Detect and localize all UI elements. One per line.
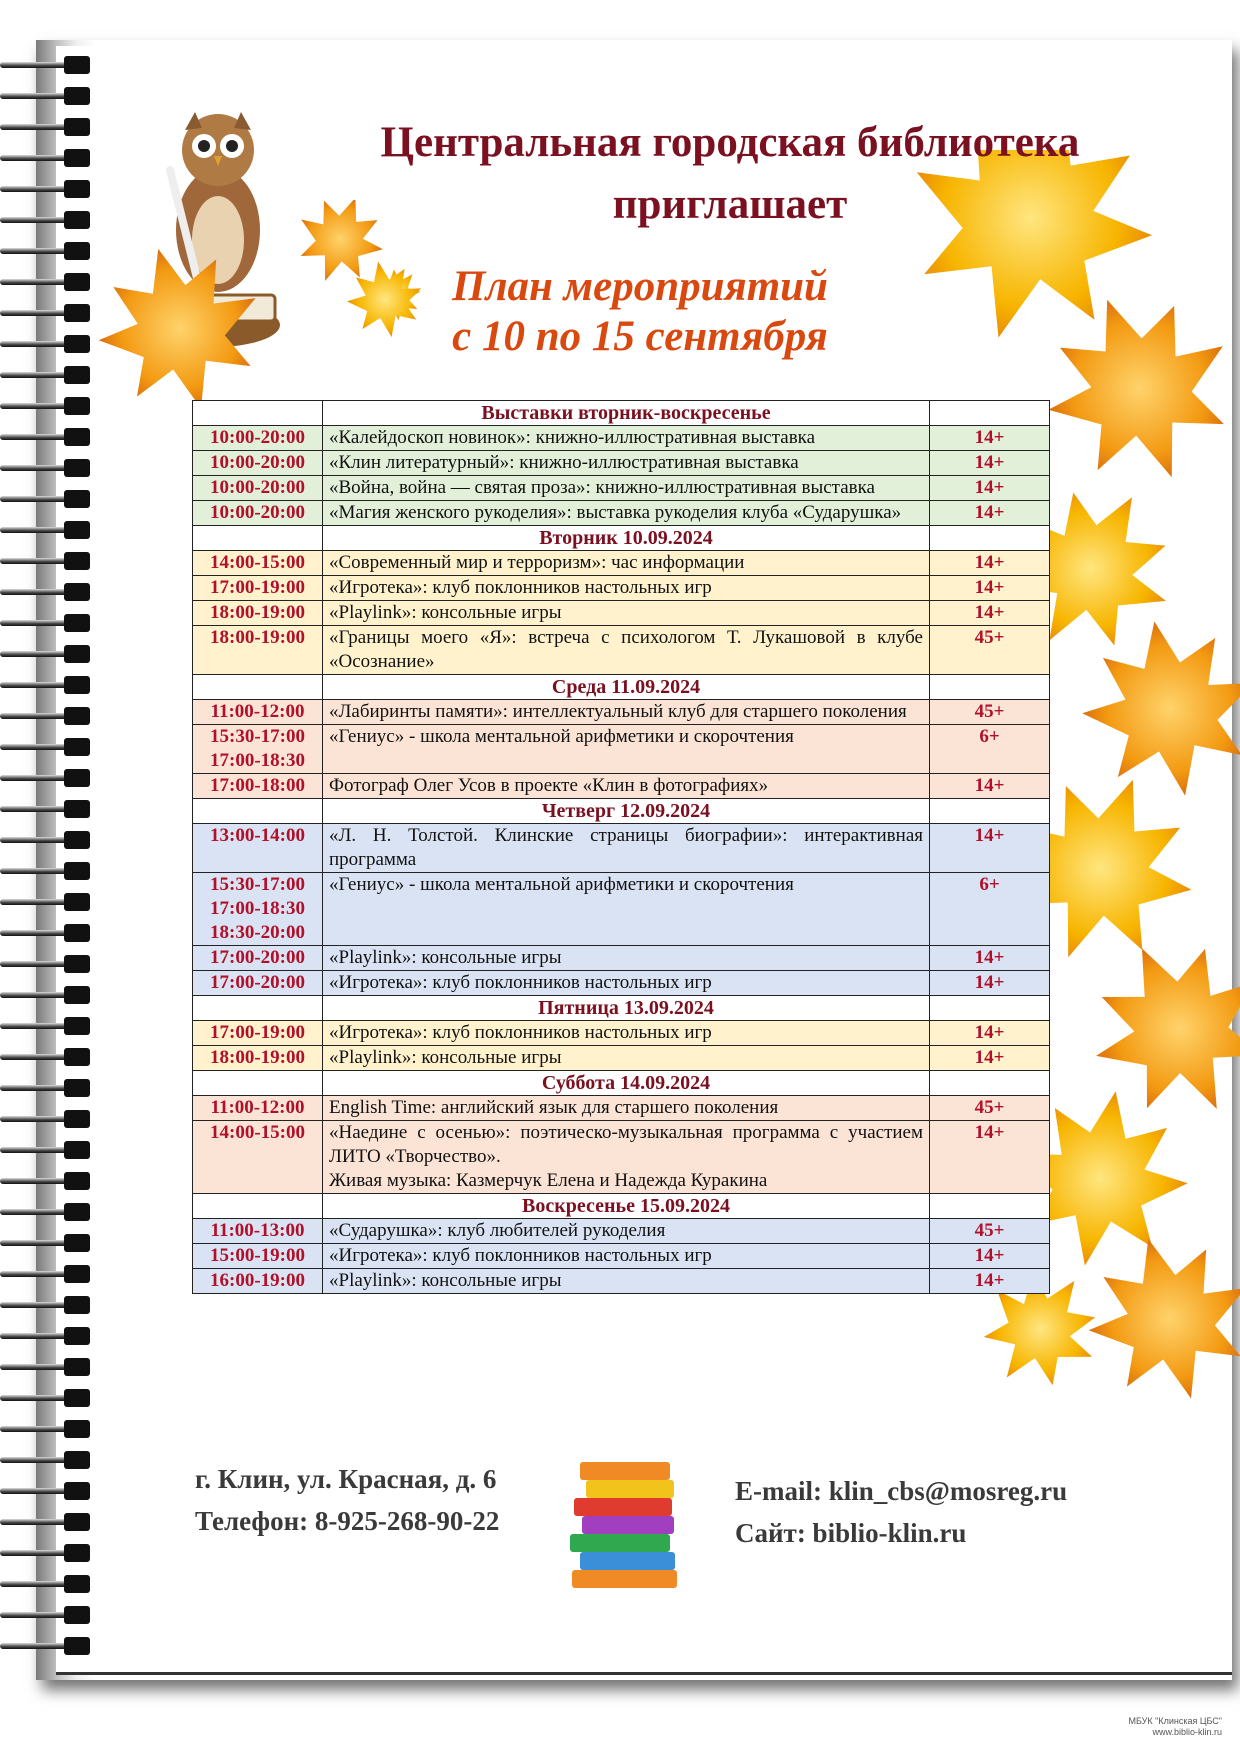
event-time: 14:00-15:00: [193, 1121, 323, 1194]
age-rating: 45+: [930, 700, 1050, 725]
spiral-ring: [0, 618, 90, 628]
spiral-ring: [0, 60, 90, 70]
table-row: [193, 551, 1050, 576]
age-rating: 14+: [930, 774, 1050, 799]
table-row: [193, 1269, 1050, 1294]
table-row: [193, 576, 1050, 601]
table-row: [193, 601, 1050, 626]
event-description: «Гениус» - школа ментальной арифметики и скорочтения: [323, 725, 930, 774]
spiral-ring: [0, 1238, 90, 1248]
spiral-ring: [0, 1269, 90, 1279]
event-time: 11:00-12:00: [193, 700, 323, 725]
event-description: «Гениус» - школа ментальной арифметики и скорочтения: [323, 873, 930, 946]
site-text[interactable]: Сайт: biblio-klin.ru: [735, 1518, 967, 1548]
table-row: [193, 476, 1050, 501]
spiral-ring: [0, 835, 90, 845]
spiral-ring: [0, 773, 90, 783]
event-time: 17:00-20:00: [193, 946, 323, 971]
contact-address-block: [195, 1458, 499, 1542]
age-rating: 14+: [930, 1269, 1050, 1294]
age-rating: 14+: [930, 824, 1050, 873]
spiral-ring: [0, 1114, 90, 1124]
spiral-binding: [0, 60, 100, 1680]
spiral-ring: [0, 1083, 90, 1093]
spiral-ring: [0, 339, 90, 349]
watermark-line-1: МБУК "Клинская ЦБС": [1128, 1716, 1222, 1726]
spiral-ring: [0, 1579, 90, 1589]
event-description: «Л. Н. Толстой. Клинские страницы биографии»: интерактивная программа: [323, 824, 930, 873]
spiral-ring: [0, 308, 90, 318]
spiral-ring: [0, 587, 90, 597]
event-description: «Калейдоскоп новинок»: книжно-иллюстративная выставка: [323, 426, 930, 451]
spiral-ring: [0, 1300, 90, 1310]
event-time: 15:30-17:00 17:00-18:30 18:30-20:00: [193, 873, 323, 946]
event-time: 15:00-19:00: [193, 1244, 323, 1269]
event-description: «Наедине с осенью»: поэтическо-музыкальная программа с участием ЛИТО «Творчество». Живая музыка: Казмерчук Елена и Надежда Куракина: [323, 1121, 930, 1194]
event-description: «Границы моего «Я»: встреча с психологом Т. Лукашовой в клубе «Осознание»: [323, 626, 930, 675]
table-row: [193, 971, 1050, 996]
page-title: [280, 112, 1180, 236]
event-time: 10:00-20:00: [193, 426, 323, 451]
spiral-ring: [0, 525, 90, 535]
section-heading: Воскресенье 15.09.2024: [323, 1194, 930, 1219]
table-row: [193, 946, 1050, 971]
spiral-ring: [0, 928, 90, 938]
spiral-ring: [0, 1331, 90, 1341]
spiral-ring: [0, 1424, 90, 1434]
spiral-ring: [0, 711, 90, 721]
age-rating: 45+: [930, 626, 1050, 675]
age-rating: 6+: [930, 725, 1050, 774]
event-time: 10:00-20:00: [193, 476, 323, 501]
event-time: 18:00-19:00: [193, 601, 323, 626]
table-row: [193, 426, 1050, 451]
spiral-ring: [0, 649, 90, 659]
age-rating: 45+: [930, 1219, 1050, 1244]
event-description: Фотограф Олег Усов в проекте «Клин в фотографиях»: [323, 774, 930, 799]
section-heading: Выставки вторник-воскресенье: [323, 401, 930, 426]
spiral-ring: [0, 463, 90, 473]
table-row: [193, 774, 1050, 799]
section-heading-row: [193, 996, 1050, 1021]
contact-online-block: [735, 1470, 1067, 1554]
event-time: 10:00-20:00: [193, 451, 323, 476]
spiral-ring: [0, 432, 90, 442]
spiral-ring: [0, 1486, 90, 1496]
age-rating: 14+: [930, 1121, 1050, 1194]
event-description: «Современный мир и терроризм»: час информации: [323, 551, 930, 576]
title-line-1: Центральная городская библиотека: [380, 119, 1080, 166]
table-row: [193, 1244, 1050, 1269]
address-text: г. Клин, ул. Красная, д. 6: [195, 1464, 497, 1494]
events-schedule-table: [192, 400, 1050, 1294]
spiral-ring: [0, 897, 90, 907]
spiral-ring: [0, 1641, 90, 1651]
event-time: 15:30-17:00 17:00-18:30: [193, 725, 323, 774]
event-description: English Time: английский язык для старшего поколения: [323, 1096, 930, 1121]
section-heading-row: [193, 675, 1050, 700]
spiral-ring: [0, 277, 90, 287]
spiral-ring: [0, 680, 90, 690]
age-rating: 14+: [930, 946, 1050, 971]
watermark-line-2: www.biblio-klin.ru: [1152, 1727, 1222, 1737]
section-heading: Четверг 12.09.2024: [323, 799, 930, 824]
age-rating: 14+: [930, 451, 1050, 476]
spiral-ring: [0, 1145, 90, 1155]
spiral-ring: [0, 556, 90, 566]
age-rating: 45+: [930, 1096, 1050, 1121]
spiral-ring: [0, 494, 90, 504]
table-row: [193, 1046, 1050, 1071]
table-row: [193, 451, 1050, 476]
spiral-ring: [0, 866, 90, 876]
age-rating: 14+: [930, 1046, 1050, 1071]
table-row: [193, 1096, 1050, 1121]
spiral-ring: [0, 1548, 90, 1558]
book-stack-icon: [560, 1448, 690, 1598]
table-row: [193, 1121, 1050, 1194]
age-rating: 14+: [930, 601, 1050, 626]
spiral-ring: [0, 1393, 90, 1403]
spiral-ring: [0, 1362, 90, 1372]
event-description: «Война, война — святая проза»: книжно-иллюстративная выставка: [323, 476, 930, 501]
section-heading: Среда 11.09.2024: [323, 675, 930, 700]
spiral-ring: [0, 153, 90, 163]
age-rating: 14+: [930, 971, 1050, 996]
event-time: 11:00-13:00: [193, 1219, 323, 1244]
age-rating: 14+: [930, 476, 1050, 501]
spiral-ring: [0, 990, 90, 1000]
event-time: 17:00-19:00: [193, 576, 323, 601]
age-rating: 14+: [930, 551, 1050, 576]
age-rating: 14+: [930, 501, 1050, 526]
event-time: 18:00-19:00: [193, 1046, 323, 1071]
subtitle-line-2: с 10 по 15 сентября: [452, 313, 828, 360]
spiral-ring: [0, 1610, 90, 1620]
event-time: 17:00-18:00: [193, 774, 323, 799]
age-rating: 14+: [930, 1244, 1050, 1269]
spiral-ring: [0, 91, 90, 101]
section-heading-row: [193, 799, 1050, 824]
event-description: «Лабиринты памяти»: интеллектуальный клуб для старшего поколения: [323, 700, 930, 725]
spiral-ring: [0, 959, 90, 969]
spiral-ring: [0, 370, 90, 380]
age-rating: 14+: [930, 1021, 1050, 1046]
spiral-ring: [0, 215, 90, 225]
watermark: [1128, 1716, 1222, 1738]
table-row: [193, 1219, 1050, 1244]
event-time: 11:00-12:00: [193, 1096, 323, 1121]
table-row: [193, 725, 1050, 774]
event-time: 17:00-19:00: [193, 1021, 323, 1046]
section-heading-row: [193, 526, 1050, 551]
section-heading: Вторник 10.09.2024: [323, 526, 930, 551]
spiral-ring: [0, 1455, 90, 1465]
event-description: «Игротека»: клуб поклонников настольных игр: [323, 576, 930, 601]
event-description: «Сударушка»: клуб любителей рукоделия: [323, 1219, 930, 1244]
event-description: «Playlink»: консольные игры: [323, 1046, 930, 1071]
event-description: «Клин литературный»: книжно-иллюстративная выставка: [323, 451, 930, 476]
section-heading-row: [193, 401, 1050, 426]
event-time: 14:00-15:00: [193, 551, 323, 576]
table-row: [193, 700, 1050, 725]
table-row: [193, 626, 1050, 675]
spiral-ring: [0, 1176, 90, 1186]
spiral-ring: [0, 246, 90, 256]
event-description: «Playlink»: консольные игры: [323, 946, 930, 971]
event-time: 10:00-20:00: [193, 501, 323, 526]
age-rating: 6+: [930, 873, 1050, 946]
spiral-ring: [0, 1207, 90, 1217]
event-time: 17:00-20:00: [193, 971, 323, 996]
table-row: [193, 501, 1050, 526]
event-description: «Игротека»: клуб поклонников настольных игр: [323, 1021, 930, 1046]
event-description: «Магия женского рукоделия»: выставка рукоделия клуба «Сударушка»: [323, 501, 930, 526]
event-description: «Playlink»: консольные игры: [323, 601, 930, 626]
spiral-ring: [0, 401, 90, 411]
spiral-ring: [0, 184, 90, 194]
table-row: [193, 873, 1050, 946]
subtitle-line-1: План мероприятий: [452, 263, 828, 310]
event-time: 16:00-19:00: [193, 1269, 323, 1294]
spiral-ring: [0, 804, 90, 814]
section-heading: Суббота 14.09.2024: [323, 1071, 930, 1096]
event-description: «Игротека»: клуб поклонников настольных игр: [323, 971, 930, 996]
age-rating: 14+: [930, 576, 1050, 601]
page-subtitle: [380, 262, 900, 362]
table-row: [193, 1021, 1050, 1046]
table-row: [193, 824, 1050, 873]
title-line-2: приглашает: [612, 181, 848, 228]
age-rating: 14+: [930, 426, 1050, 451]
section-heading-row: [193, 1194, 1050, 1219]
spiral-ring: [0, 122, 90, 132]
event-description: «Playlink»: консольные игры: [323, 1269, 930, 1294]
section-heading: Пятница 13.09.2024: [323, 996, 930, 1021]
phone-text: Телефон: 8-925-268-90-22: [195, 1506, 500, 1536]
spiral-ring: [0, 1517, 90, 1527]
spiral-ring: [0, 742, 90, 752]
spiral-ring: [0, 1021, 90, 1031]
spiral-ring: [0, 1052, 90, 1062]
event-time: 18:00-19:00: [193, 626, 323, 675]
event-description: «Игротека»: клуб поклонников настольных игр: [323, 1244, 930, 1269]
email-text[interactable]: E-mail: klin_cbs@mosreg.ru: [735, 1476, 1068, 1506]
event-time: 13:00-14:00: [193, 824, 323, 873]
section-heading-row: [193, 1071, 1050, 1096]
